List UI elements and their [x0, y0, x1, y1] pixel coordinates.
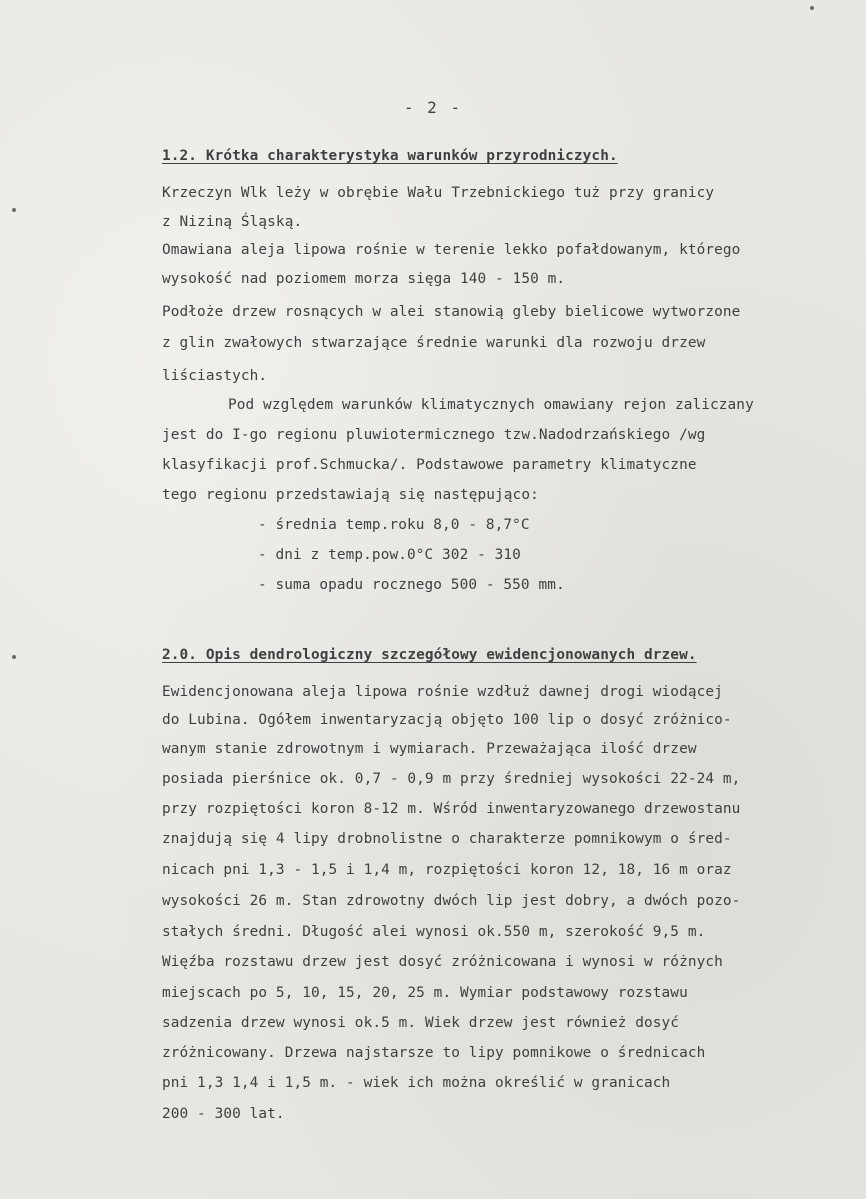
paragraph-line: liściastych. [162, 368, 268, 384]
paragraph-line: Omawiana aleja lipowa rośnie w terenie lekko pofałdowanym, którego [162, 242, 741, 258]
paragraph-line: Więźba rozstawu drzew jest dosyć zróżnicowana i wynosi w różnych [162, 954, 723, 970]
paragraph-line: Pod względem warunków klimatycznych omawiany rejon zaliczany [228, 397, 754, 413]
section-heading: 1.2. Krótka charakterystyka warunków przyrodniczych. [162, 148, 618, 164]
paragraph-line: wysokość nad poziomem morza sięga 140 - 150 m. [162, 271, 566, 287]
paragraph-line: tego regionu przedstawiają się następująco: [162, 487, 539, 503]
paragraph-line: miejscach po 5, 10, 15, 20, 25 m. Wymiar podstawowy rozstawu [162, 985, 688, 1001]
paragraph-line: z Niziną Śląską. [162, 214, 303, 230]
paragraph-line: posiada pierśnice ok. 0,7 - 0,9 m przy średniej wysokości 22-24 m, [162, 771, 741, 787]
paragraph-line: przy rozpiętości koron 8-12 m. Wśród inwentaryzowanego drzewostanu [162, 801, 741, 817]
edge-dot-mark [12, 208, 16, 212]
climate-parameter: - suma opadu rocznego 500 - 550 mm. [258, 577, 565, 593]
edge-dot-mark [12, 655, 16, 659]
paragraph-line: stałych średni. Długość alei wynosi ok.550 m, szerokość 9,5 m. [162, 924, 706, 940]
climate-parameter: - dni z temp.pow.0°C 302 - 310 [258, 547, 521, 563]
paragraph-line: Podłoże drzew rosnących w alei stanowią gleby bielicowe wytworzone [162, 304, 741, 320]
paragraph-line: nicach pni 1,3 - 1,5 i 1,4 m, rozpiętości koron 12, 18, 16 m oraz [162, 862, 732, 878]
paragraph-line: pni 1,3 1,4 i 1,5 m. - wiek ich można określić w granicach [162, 1075, 671, 1091]
paragraph-line: wysokości 26 m. Stan zdrowotny dwóch lip jest dobry, a dwóch pozo- [162, 893, 741, 909]
paragraph-line: jest do I-go regionu pluwiotermicznego tzw.Nadodrzańskiego /wg [162, 427, 706, 443]
paragraph-line: z glin zwałowych stwarzające średnie warunki dla rozwoju drzew [162, 335, 706, 351]
paragraph-line: Ewidencjonowana aleja lipowa rośnie wzdłuż dawnej drogi wiodącej [162, 684, 723, 700]
section-heading: 2.0. Opis dendrologiczny szczegółowy ewidencjonowanych drzew. [162, 647, 697, 663]
paragraph-line: sadzenia drzew wynosi ok.5 m. Wiek drzew jest również dosyć [162, 1015, 680, 1031]
climate-parameter: - średnia temp.roku 8,0 - 8,7°C [258, 517, 530, 533]
dot-mark [810, 6, 814, 10]
paragraph-line: 200 - 300 lat. [162, 1106, 285, 1122]
paragraph-line: klasyfikacji prof.Schmucka/. Podstawowe parametry klimatyczne [162, 457, 697, 473]
page-number: - 2 - [403, 98, 463, 117]
paragraph-line: do Lubina. Ogółem inwentaryzacją objęto 100 lip o dosyć zróżnico- [162, 712, 732, 728]
paragraph-line: Krzeczyn Wlk leży w obrębie Wału Trzebnickiego tuż przy granicy [162, 185, 715, 201]
paragraph-line: wanym stanie zdrowotnym i wymiarach. Przeważająca ilość drzew [162, 741, 697, 757]
paragraph-line: zróżnicowany. Drzewa najstarsze to lipy pomnikowe o średnicach [162, 1045, 706, 1061]
paragraph-line: znajdują się 4 lipy drobnolistne o charakterze pomnikowym o śred- [162, 831, 732, 847]
